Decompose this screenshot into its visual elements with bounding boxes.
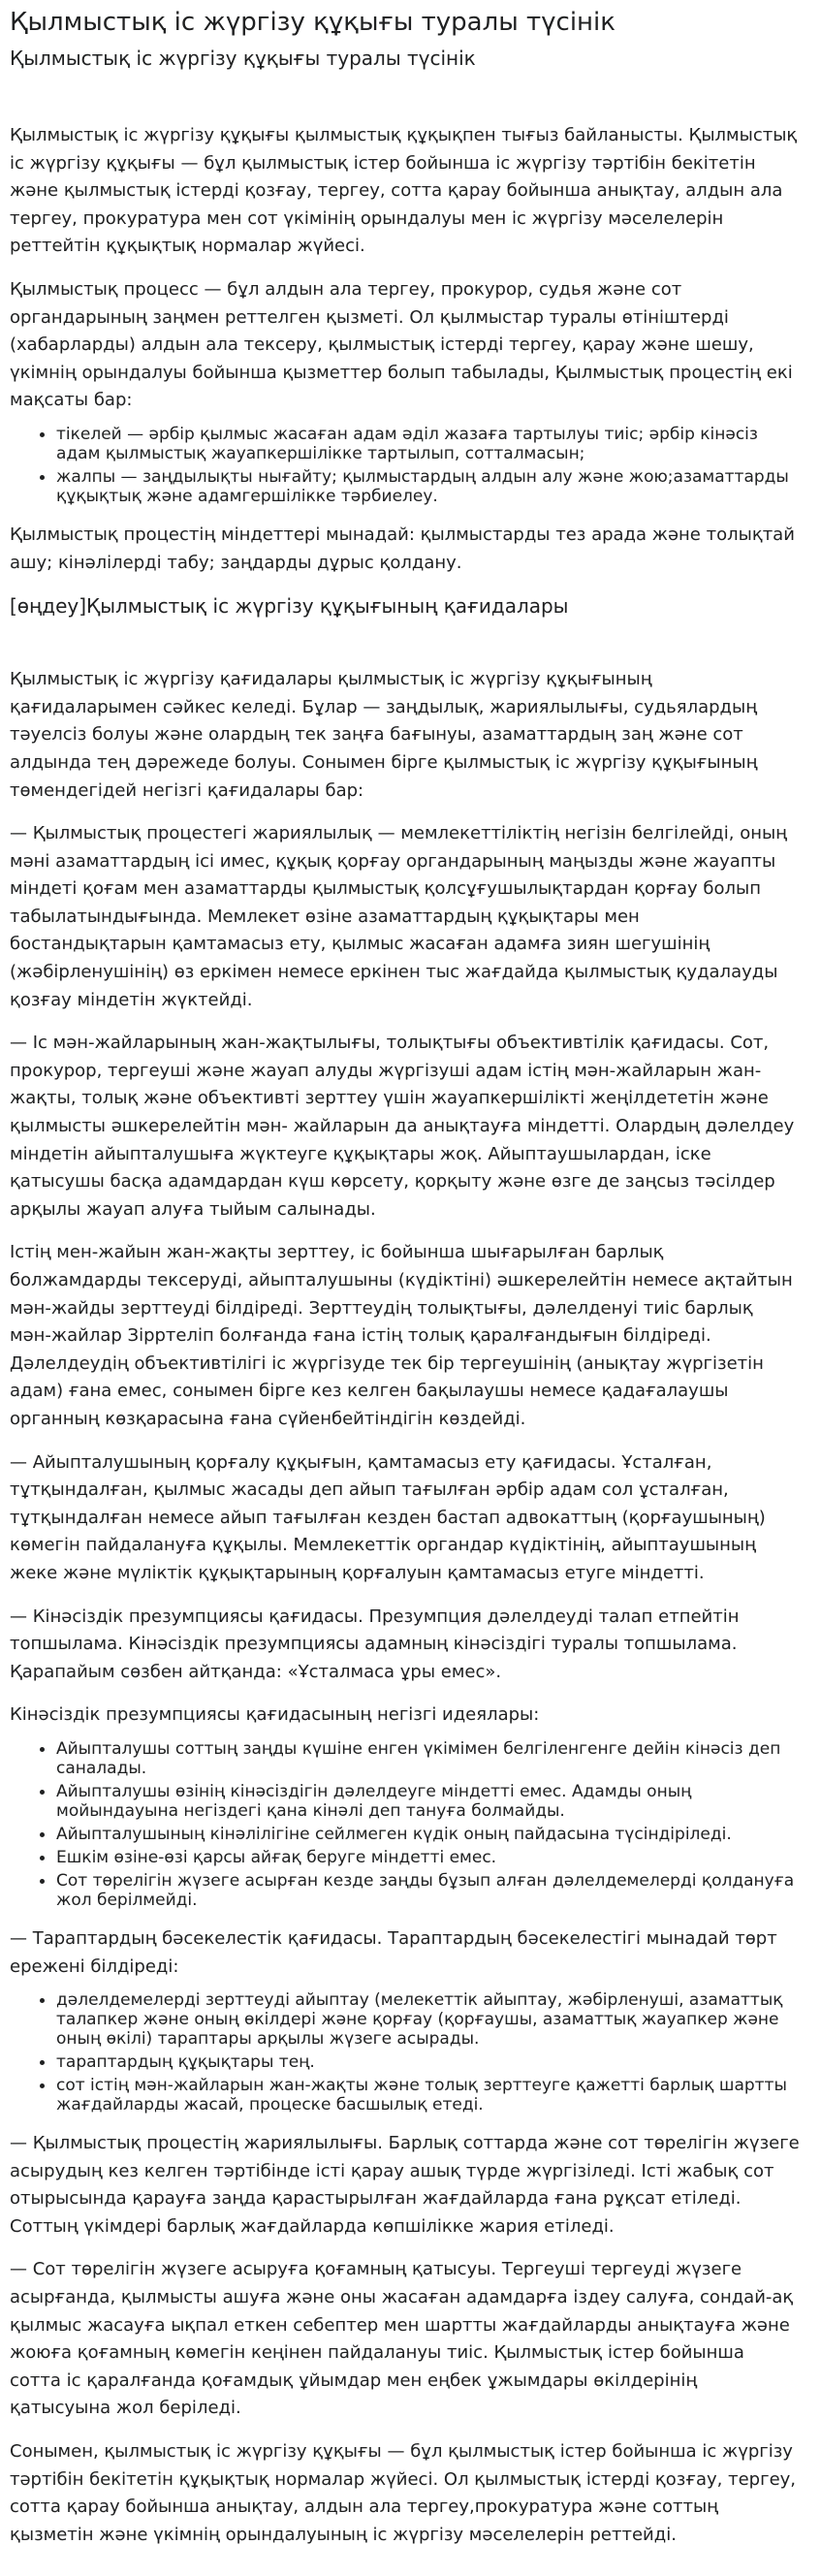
intro-paragraph: Қылмыстық іс жүргізу құқығы қылмыстық құқықпен тығыз байланысты. Қылмыстық іс жүргізу құқығы — бұл қылмыстық істер бойынша іс жүргізу тәртібін бекітетін және қылмыстық істерді қозғау, тергеу, сотта қарау бойынша анықтау, алдын ала тергеу, прокуратура мен сот үкімінің орындалуы мен іс жүргізу мәселелерін реттейтін құқықтық нормалар жүйесі. — [10, 125, 798, 257]
section-heading-principles: [өңдеу]Қылмыстық іс жүргізу құқығының қағидалары — [10, 594, 569, 619]
list-item: • Сот төрелігін жүзеге асырған кезде заңды бұзып алған дәлелдемелерді қолдануға жол берілмейді. — [56, 1871, 800, 1910]
innocence-ideas-list — [10, 1739, 800, 1910]
public-participation-paragraph: — Сот төрелігін жүзеге асыруға қоғамның қатысуы. Тергеуші тергеуді жүзеге асырғанда, қылмысты ашуға және оны жасаған адамдарға іздеу салуға, сондай-ақ қылмыс жасауға ықпал еткен себептер мен шартты жағдайларды анықтауға және жоюға қоғамның көмегін кеңінен пайдалануы тиіс. Қылмыстық істер бойынша сотта іс қаралғанда қоғамдық ұйымдар мен еңбек ұжымдары өкілдерінің қатысуына жол беріледі. — [10, 2259, 794, 2419]
investigation-paragraph: Істің мен-жайын жан-жақты зерттеу, іс бойынша шығарылған барлық болжамдарды тексеруді, айыпталушыны (күдіктіні) әшкерелейтін немесе ақтайтын мән-жайды зерттеуді білдіреді. Зерттеудің толықтығы, дәлелденуі тиіс барлық мән-жайлар Зірртелiп болғанда ғана істің толық қаралғандығын білдіреді. Дәлелдеудің объективтілігі іс жүргізуде тек бір тергеушінің (анықтау жүргізетін адам) ғана емес, сонымен бірге кез келген бақылаушы немесе қадағалаушы органның көзқарасына ғана сүйенбейтіндігін көздейді. — [10, 1242, 793, 1429]
list-item: • дәлелдемелерді зерттеуді айыптау (мелекеттік айыптау, жәбірленуші, азаматтық талапкер және оның өкілдері және қорғау (қорғаушы, азаматтық жауапкер және оның өкілі) тараптары арқылы жүзеге асырады. — [56, 1990, 800, 2049]
process-definition-paragraph: Қылмыстық процесс — бұл алдын ала тергеу, прокурор, судья және сот органдарының заңмен реттелген қызметі. Ол қылмыстар туралы өтініштерді (хабарларды) алдын ала тексеру, қылмыстық істерді тергеу, қарау және шешу, үкімнің орындалуы бойынша қызметтер болып табылады, Қылмыстық процестің екі мақсаты бар: — [10, 278, 793, 411]
innocence-presumption-paragraph: — Кінәсіздік презумпциясы қағидасы. Презумпция дәлелдеуді талап етпейтін топшылама. Кінәсіздік презумпциясы адамның кінәсіздігі туралы топшылама. Қарапайым сөзбен айтқанда: «Ұсталмаса ұры емес». — [10, 1606, 740, 1682]
list-item: • тікелей — әрбір қылмыс жасаған адам әділ жазаға тартылуы тиіс; әрбір кінәсіз адам қылмыстық жауапкершілікке тартылып, сотталмасын; — [56, 425, 800, 463]
list-item: • Ешкім өзіне-өзі қарсы айғақ беруге міндетті емес. — [56, 1848, 800, 1867]
list-item: • сот істің мән-жайларын жан-жақты және толық зерттеуге қажетті барлық шартты жағдайларды жасай, процеске басшылық етеді. — [56, 2076, 800, 2115]
adversarial-rules-list — [10, 1990, 800, 2115]
process-tasks-paragraph: Қылмыстық процестің міндеттері мынадай: қылмыстарды тез арада және толықтай ашу; кінәлілерді табу; заңдарды дұрыс қолдану. — [10, 524, 795, 573]
page-title: Қылмыстық іс жүргізу құқығы туралы түсінік — [10, 8, 616, 37]
innocence-ideas-intro: Кінәсіздік презумпциясы қағидасының негізгі идеялары: — [10, 1704, 540, 1726]
defense-right-paragraph: — Айыпталушының қорғалу құқығын, қамтамасыз ету қағидасы. Ұсталған, тұтқындалған, қылмыс жасады деп айып тағылған әрбір адам сол ұсталған, тұтқындалған немесе айып тағылған кезден бастап адвокаттың (қорғаушының) көмегін пайдалануға құқылы. Мемлекеттік органдар күдіктінің, айыптаушының жеке және мүліктік құқықтарының қорғалуын қамтамасыз етуге міндетті. — [10, 1451, 766, 1583]
page-subtitle: Қылмыстық іс жүргізу құқығы туралы түсінік — [10, 47, 476, 70]
list-item: • жалпы — заңдылықты нығайту; қылмыстардың алдын алу және жою;азаматтарды құқықтық және адамгершілікке тәрбиелеу. — [56, 467, 800, 506]
list-item: • Айыпталушы соттың заңды күшіне енген үкімімен белгіленгенге дейін кінәсіз деп саналады. — [56, 1739, 800, 1778]
adversarial-principle-paragraph: — Тараптардың бәсекелестік қағидасы. Тараптардың бәсекелестігі мынадай төрт ережені білдіреді: — [10, 1927, 777, 1977]
process-publicity-paragraph: — Қылмыстық процестің жариялылығы. Барлық соттарда және сот төрелігін жүзеге асырудың кез келген тәртібінде істі қарау ашық түрде жүргізіледі. Істі жабық сот отырысында қарауға заңда қарастырылған жағдайларда ғана рұқсат етіледі. Соттың үкімдері барлық жағдайларда көпшілікке жария етіледі. — [10, 2133, 800, 2237]
objectivity-principle-paragraph: — Іс мән-жайларының жан-жақтылығы, толықтығы объективтілік қағидасы. Сот, прокурор, тергеуші және жауап алуды жүргізуші адам істің мән-жайларын жан-жақты, толық және объективті зерттеу үшін жауапкершілікті жеңілдететін және қылмысты әшкерелейтін мән- жайларын да анықтауға міндетті. Олардың дәлелдеу міндетін айыпталушыға жүктеуге құқықтары жоқ. Айыптаушылардан, іске қатысушы басқа адамдардан күш көрсету, қорқыту және өзге де заңсыз тәсілдер арқылы жауап алуға тыйым салынады. — [10, 1033, 795, 1220]
list-item: • Айыпталушының кінәлілігіне сейлмеген күдік оның пайдасына түсіндіріледі. — [56, 1825, 800, 1844]
list-item: • тараптардың құқықтары тең. — [56, 2052, 800, 2072]
publicity-principle-paragraph: — Қылмыстық процестегі жариялылық — мемлекеттіліктің негізін белгілейді, оның мәні азаматтардың ісі имес, құқық қорғау органдарының маңызды және жауапты міндеті қоғам мен азаматтарды қылмыстық қолсұғушылықтардан қорғау болып табылатындығында. Мемлекет өзіне азаматтардың құқықтары мен бостандықтарын қамтамасыз ету, қылмыс жасаған адамға зиян шегушінің (жәбірленушінің) өз еркімен немесе еркінен тыс жағдайда қылмыстық қудалауды қозғау міндетін жүктейді. — [10, 823, 788, 1010]
list-item: • Айыпталушы өзінің кінәсіздігін дәлелдеуге міндетті емес. Адамды оның мойындауына негіздегі қана кінәлі деп тануға болмайды. — [56, 1782, 800, 1821]
principles-intro-paragraph: Қылмыстық іс жүргізу қағидалары қылмыстық іс жүргізу құқығының қағидаларымен сәйкес келеді. Бұлар — заңдылық, жариялылығы, судьялардың тәуелсіз болуы және олардың тек заңға бағынуы, азаматтардың заң және сот алдында тең дәрежеде болуы. Сонымен бірге қылмыстық іс жүргізу құқығының төмендегідей негізгі қағидалары бар: — [10, 669, 758, 801]
conclusion-paragraph: Сонымен, қылмыстық іс жүргізу құқығы — бұл қылмыстық істер бойынша іс жүргізу тәртібін бекітетін құқықтық нормалар жүйесі. Ол қылмыстық істерді қозғау, тергеу, сотта қарау бойынша анықтау, алдын ала тергеу,прокуратура және соттың қызметін және үкімнің орындалуының іс жүргізу мәселелерін реттейді. — [10, 2441, 797, 2545]
process-goals-list — [10, 425, 800, 506]
